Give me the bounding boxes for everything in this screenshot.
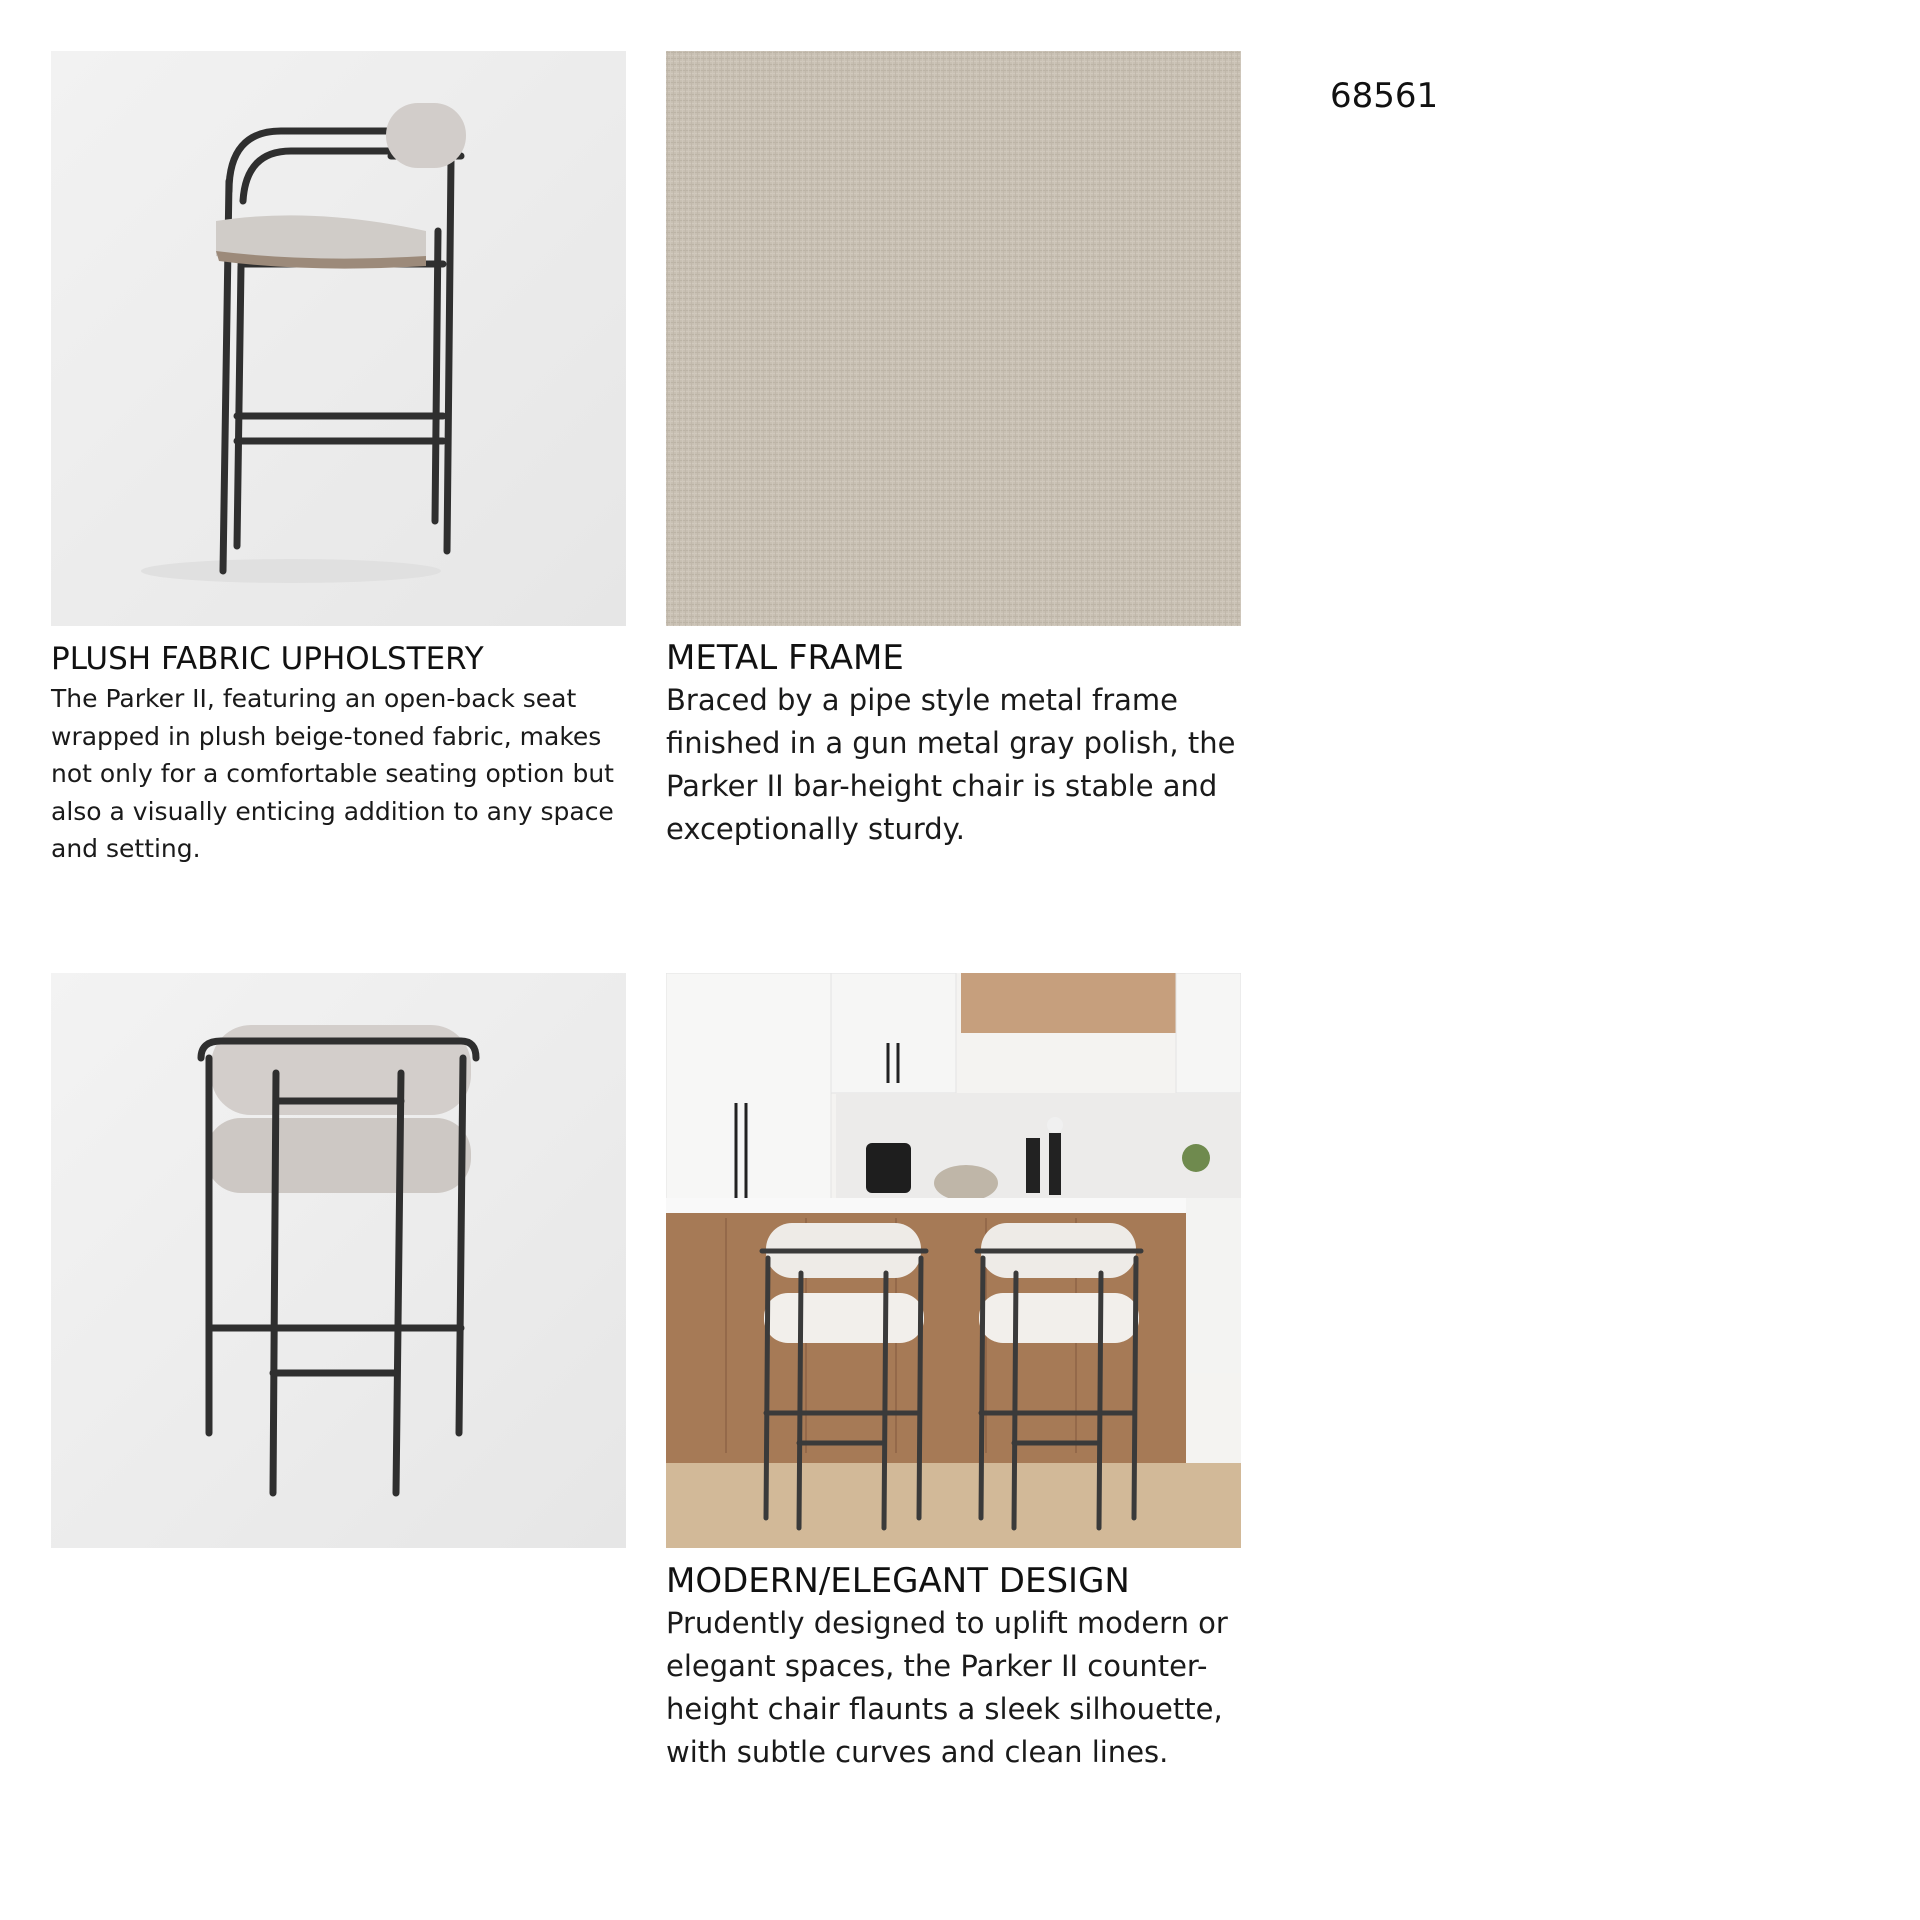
feature-body: The Parker II, featuring an open-back seat wrapped in plush beige-toned fabric, makes not only for a comfortable seating option but also a visually enticing addition to any space and setting.	[51, 684, 614, 863]
feature-title: METAL FRAME	[666, 638, 904, 678]
product-sku: 68561	[1330, 76, 1439, 116]
fabric-swatch-image	[666, 51, 1241, 626]
chair-back-view-image	[51, 973, 626, 1548]
feature-body: Braced by a pipe style metal frame finished in a gun metal gray polish, the Parker II bar-height chair is stable and exceptionally sturdy.	[666, 683, 1236, 846]
feature-design	[666, 1560, 1246, 1774]
feature-upholstery	[51, 640, 631, 868]
feature-title: MODERN/ELEGANT DESIGN	[666, 1561, 1130, 1601]
feature-title: PLUSH FABRIC UPHOLSTERY	[51, 641, 484, 677]
feature-metal-frame	[666, 637, 1246, 851]
feature-body: Prudently designed to uplift modern or elegant spaces, the Parker II counter-height chair flaunts a sleek silhouette, with subtle curves and clean lines.	[666, 1606, 1228, 1769]
kitchen-lifestyle-image	[666, 973, 1241, 1548]
chair-side-view-image	[51, 51, 626, 626]
